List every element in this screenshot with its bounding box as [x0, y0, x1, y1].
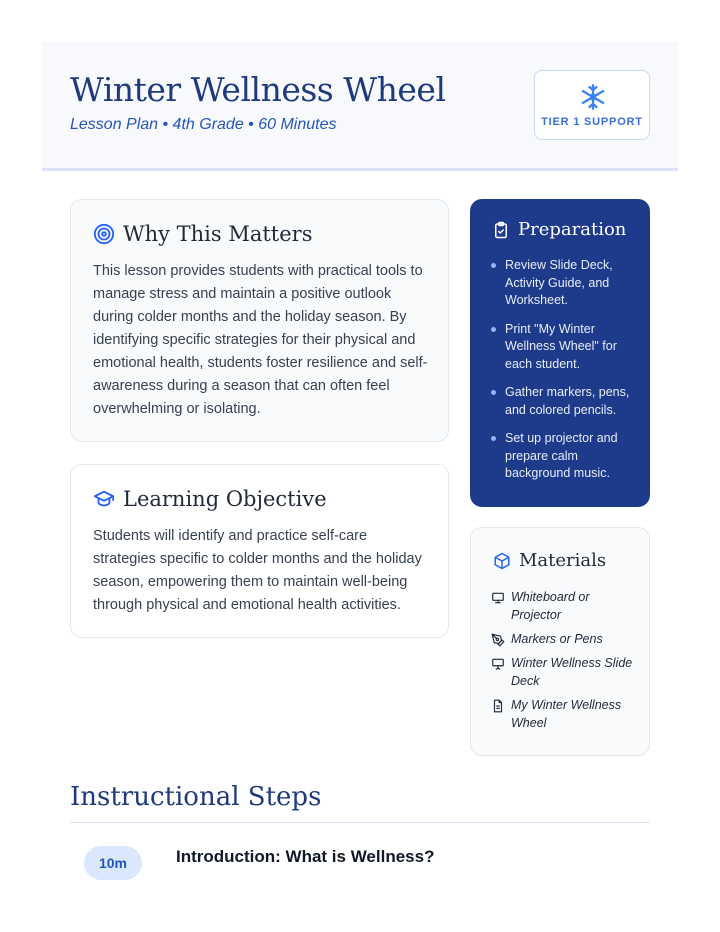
preparation-item-text: Set up projector and prepare calm background music.	[505, 431, 618, 480]
materials-header	[493, 550, 606, 571]
materials-title: Materials	[519, 550, 607, 571]
tier-badge	[534, 70, 650, 140]
materials-item	[491, 630, 637, 648]
why-body: This lesson provides students with practical tools to manage stress and maintain a positive outlook during colder months and the holiday season. By identifying specific strategies for their physical and emotional health, students foster resilience and self-awareness during a season that can often feel overwhelming or isolating.	[93, 263, 428, 417]
step-title: Introduction: What is Wellness?	[176, 847, 435, 866]
preparation-item	[490, 430, 636, 483]
graduation-cap-icon	[93, 488, 115, 510]
materials-item	[491, 654, 637, 690]
preparation-item	[490, 321, 636, 374]
preparation-item	[490, 384, 636, 419]
bullet-icon	[491, 263, 496, 268]
tier-label: TIER 1 SUPPORT	[541, 116, 643, 128]
preparation-item-text: Review Slide Deck, Activity Guide, and Worksheet.	[505, 258, 613, 307]
bullet-icon	[491, 390, 496, 395]
objective-title: Learning Objective	[123, 487, 327, 511]
materials-item-label: Winter Wellness Slide Deck	[511, 656, 633, 688]
box-icon	[493, 551, 511, 571]
steps-title: Instructional Steps	[70, 782, 322, 812]
bullet-icon	[491, 436, 496, 441]
why-title: Why This Matters	[123, 222, 313, 246]
materials-item	[491, 696, 637, 732]
pen-tool-icon	[491, 633, 505, 647]
preparation-item	[490, 257, 636, 310]
step-duration-badge: 10m	[84, 846, 142, 880]
preparation-card	[470, 199, 650, 507]
preparation-title: Preparation	[518, 219, 627, 240]
preparation-item-text: Gather markers, pens, and colored pencils.	[505, 385, 630, 417]
materials-list	[491, 588, 637, 738]
why-card	[70, 199, 449, 442]
objective-card	[70, 464, 449, 638]
preparation-list	[490, 257, 636, 494]
steps-divider	[70, 822, 650, 823]
document-icon	[491, 699, 505, 713]
snowflake-icon	[579, 83, 607, 111]
materials-item-label: Markers or Pens	[511, 632, 603, 646]
preparation-item-text: Print "My Winter Wellness Wheel" for each student.	[505, 321, 617, 371]
target-icon	[93, 223, 115, 245]
clipboard-check-icon	[492, 220, 510, 240]
monitor-icon	[491, 591, 505, 605]
objective-body: Students will identify and practice self-care strategies specific to colder months and the holiday season, empowering them to maintain well-being through physical and emotional health activities.	[93, 528, 422, 613]
materials-item-label: Whiteboard or Projector	[511, 590, 590, 622]
presentation-icon	[491, 657, 505, 671]
lesson-header	[42, 42, 678, 171]
materials-card	[470, 527, 650, 756]
materials-item-label: My Winter Wellness Wheel	[511, 698, 622, 730]
lesson-subtitle: Lesson Plan • 4th Grade • 60 Minutes	[70, 116, 337, 133]
bullet-icon	[491, 327, 496, 332]
why-header	[93, 222, 313, 246]
materials-item	[491, 588, 637, 624]
preparation-header	[492, 219, 626, 240]
objective-header	[93, 487, 327, 511]
lesson-title: Winter Wellness Wheel	[70, 70, 446, 109]
